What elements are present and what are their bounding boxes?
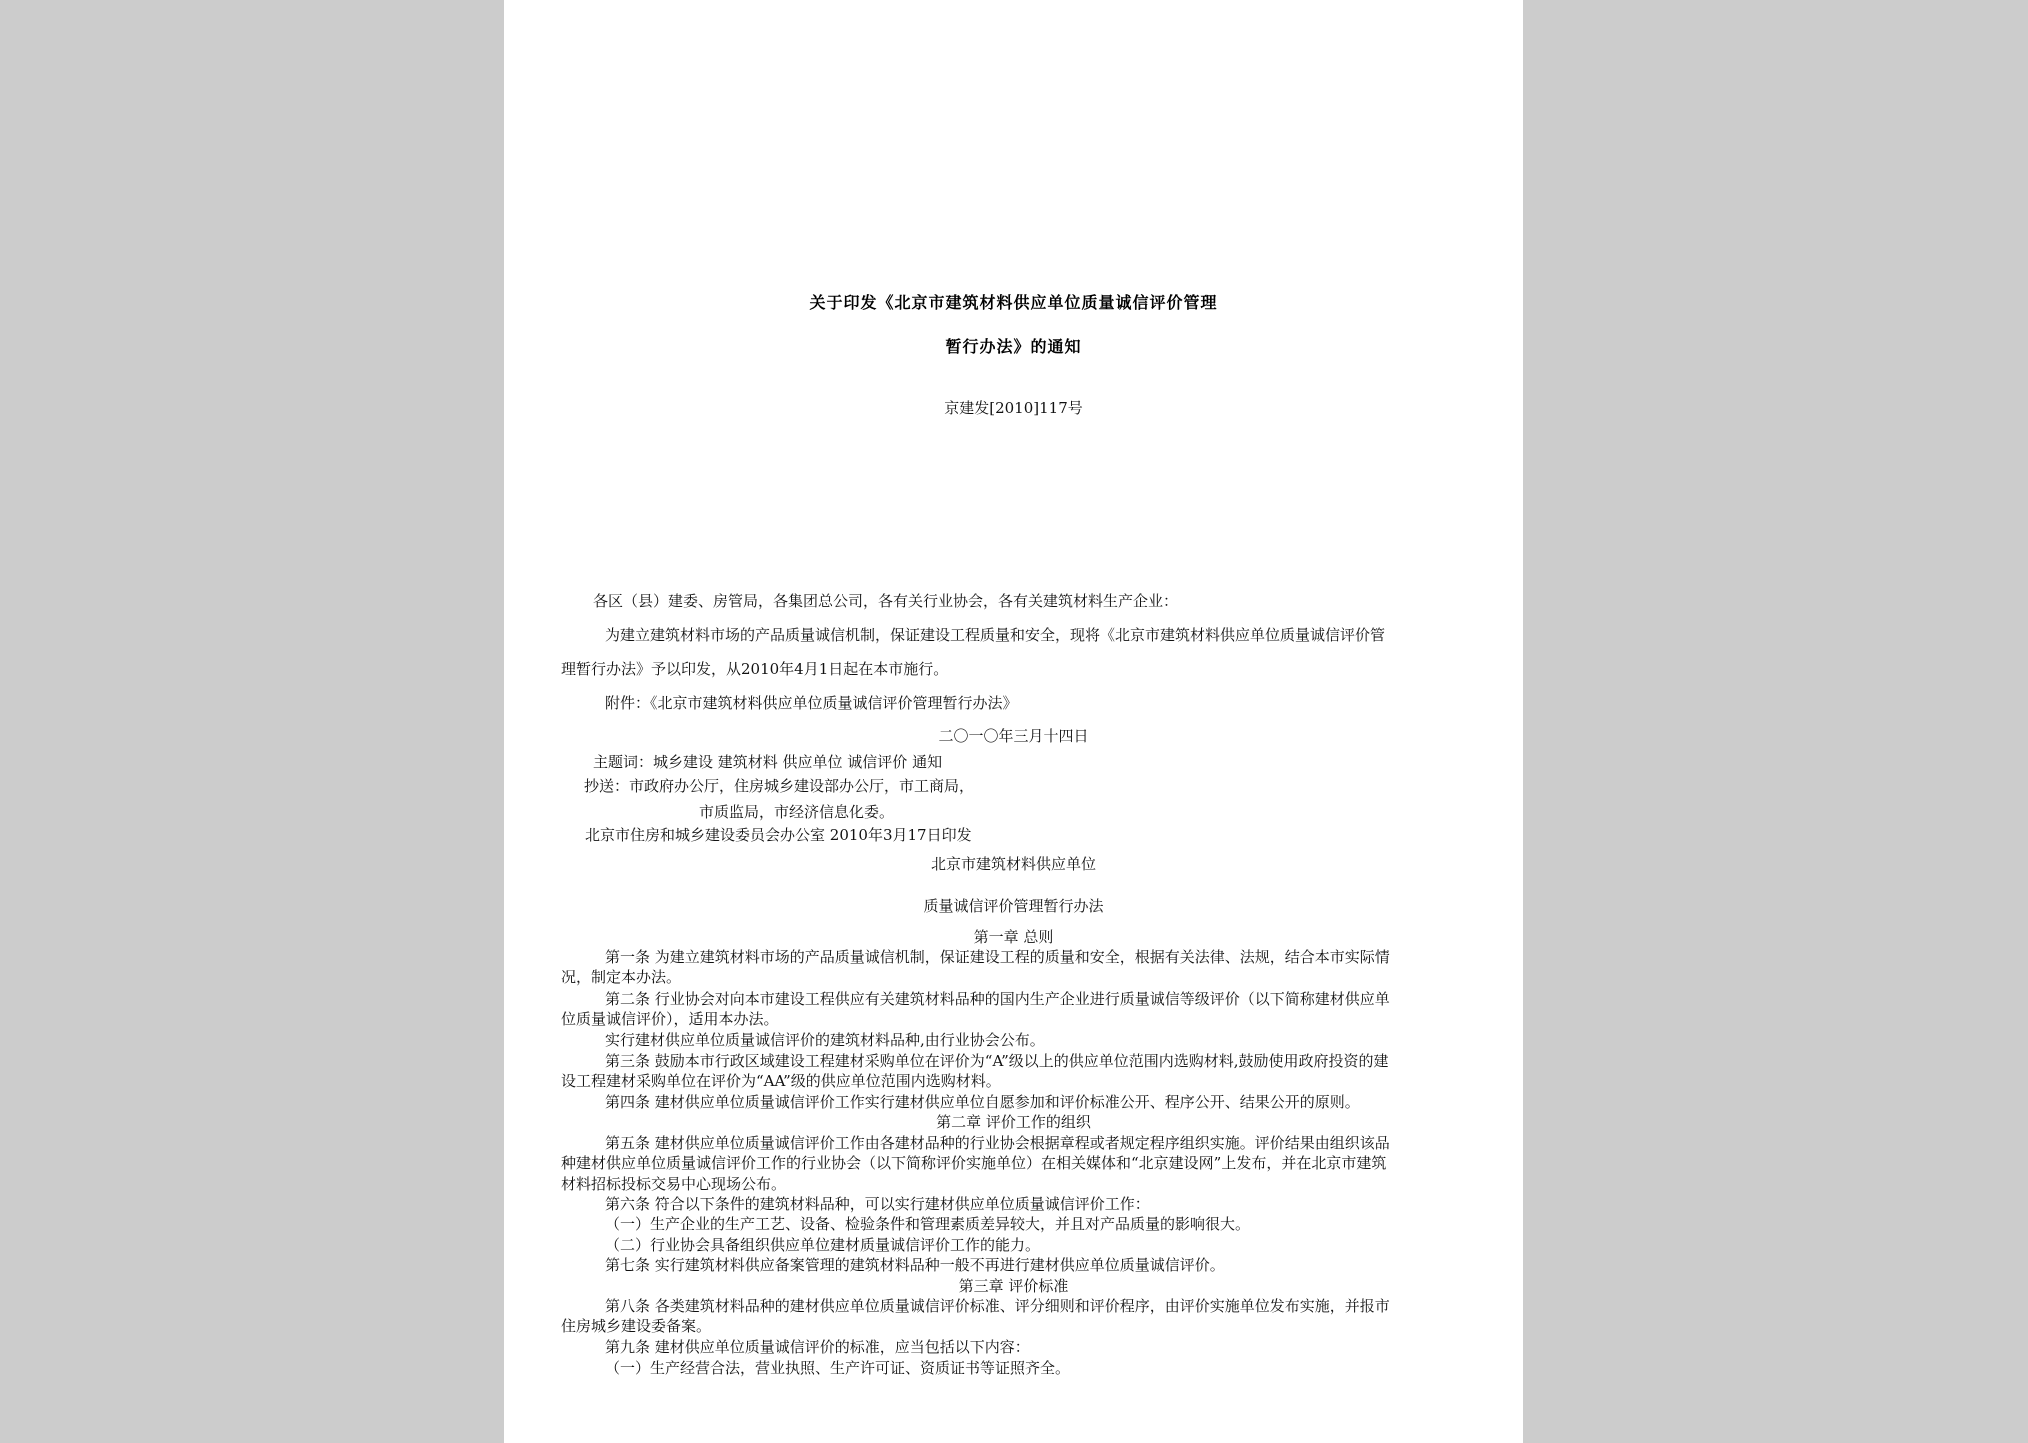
measures-title-line1: 北京市建筑材料供应单位 xyxy=(930,855,1096,873)
article-line: 第六条 符合以下条件的建筑材料品种，可以实行建材供应单位质量诚信评价工作： xyxy=(605,1195,1150,1213)
article-line: 第二条 行业协会对向本市建设工程供应有关建筑材料品种的国内生产企业进行质量诚信等级评价（以下简称建材供应单 xyxy=(605,990,1390,1008)
attachment-line: 附件：《北京市建筑材料供应单位质量诚信评价管理暂行办法》 xyxy=(605,694,1018,712)
body-paragraph-line: 为建立建筑材料市场的产品质量诚信机制，保证建设工程质量和安全，现将《北京市建筑材料供应单位质量诚信评价管 xyxy=(605,626,1386,644)
chapter-heading: 第二章 评价工作的组织 xyxy=(936,1113,1091,1131)
article-line: 种建材供应单位质量诚信评价工作的行业协会（以下简称评价实施单位）在相关媒体和“北京建设网”上发布，并在北京市建筑 xyxy=(561,1154,1387,1172)
measures-title-line2: 质量诚信评价管理暂行办法 xyxy=(923,897,1104,915)
article-line: 第一条 为建立建筑材料市场的产品质量诚信机制，保证建设工程的质量和安全，根据有关法律、法规，结合本市实际情 xyxy=(605,948,1390,966)
subject-words: 主题词：城乡建设 建筑材料 供应单位 诚信评价 通知 xyxy=(593,753,943,771)
article-line: 材料招标投标交易中心现场公布。 xyxy=(561,1175,787,1193)
document-title-line2: 暂行办法》的通知 xyxy=(945,337,1082,356)
chapter-heading: 第三章 评价标准 xyxy=(958,1277,1069,1295)
article-line: 第四条 建材供应单位质量诚信评价工作实行建材供应单位自愿参加和评价标准公开、程序公开、结果公开的原则。 xyxy=(605,1093,1360,1111)
article-line: 第九条 建材供应单位质量诚信评价的标准，应当包括以下内容： xyxy=(605,1338,1030,1356)
document-number: 京建发[2010]117号 xyxy=(944,399,1083,417)
article-line: 位质量诚信评价），适用本办法。 xyxy=(561,1010,779,1028)
article-line: 设工程建材采购单位在评价为“AA”级的供应单位范围内选购材料。 xyxy=(561,1072,1001,1090)
addressee: 各区（县）建委、房管局，各集团总公司，各有关行业协会，各有关建筑材料生产企业： xyxy=(593,592,1179,610)
document-page xyxy=(504,0,1523,1443)
cc-line: 市质监局，市经济信息化委。 xyxy=(699,803,895,821)
article-line: 第三条 鼓励本市行政区域建设工程建材采购单位在评价为“A”级以上的供应单位范围内选购材料,鼓励使用政府投资的建 xyxy=(605,1052,1389,1070)
article-line: 第七条 实行建筑材料供应备案管理的建筑材料品种一般不再进行建材供应单位质量诚信评价。 xyxy=(605,1256,1225,1274)
document-title-line1: 关于印发《北京市建筑材料供应单位质量诚信评价管理 xyxy=(809,293,1218,312)
article-line: 第八条 各类建筑材料品种的建材供应单位质量诚信评价标准、评分细则和评价程序，由评价实施单位发布实施，并报市 xyxy=(605,1297,1390,1315)
article-line: （二）行业协会具备组织供应单位建材质量诚信评价工作的能力。 xyxy=(605,1236,1041,1254)
body-paragraph-line: 理暂行办法》予以印发，从2010年4月1日起在本市施行。 xyxy=(561,660,949,678)
article-line: 况，制定本办法。 xyxy=(561,968,682,986)
chapter-heading: 第一章 总则 xyxy=(973,928,1054,946)
issue-date: 二〇一〇年三月十四日 xyxy=(938,727,1089,745)
cc-line: 抄送：市政府办公厅，住房城乡建设部办公厅，市工商局， xyxy=(584,777,975,795)
article-line: 第五条 建材供应单位质量诚信评价工作由各建材品种的行业协会根据章程或者规定程序组织实施。评价结果由组织该品 xyxy=(605,1134,1390,1152)
article-line: 实行建材供应单位质量诚信评价的建筑材料品种,由行业协会公布。 xyxy=(605,1031,1045,1049)
article-line: （一）生产企业的生产工艺、设备、检验条件和管理素质差异较大，并且对产品质量的影响很大。 xyxy=(605,1215,1251,1233)
article-line: （一）生产经营合法，营业执照、生产许可证、资质证书等证照齐全。 xyxy=(605,1359,1071,1377)
printed-by: 北京市住房和城乡建设委员会办公室 2010年3月17日印发 xyxy=(585,826,972,844)
article-line: 住房城乡建设委备案。 xyxy=(561,1317,712,1335)
